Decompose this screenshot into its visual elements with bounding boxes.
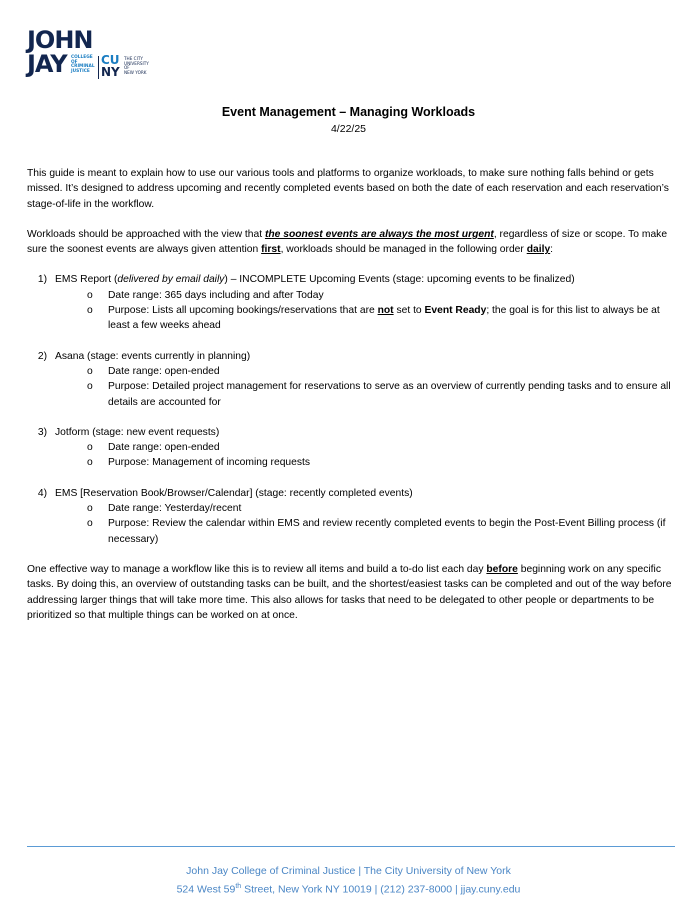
document-date: 4/22/25 [330, 123, 367, 135]
sub-item-date-range: o Date range: open-ended [27, 364, 675, 379]
sub-item-date-range: o Date range: 365 days including and after Today [27, 288, 675, 303]
workload-steps-list [27, 272, 675, 546]
footer-address: 524 West 59th Street, New York NY 10019 | (212) 237-8000 | jjay.cuny.edu [176, 883, 521, 896]
sub-item-date-range: o Date range: Yesterday/recent [27, 501, 675, 516]
john-jay-wordmark: JOHN JAY [27, 26, 93, 78]
emphasis-text: the soonest events are always the most urgent [264, 228, 494, 240]
intro-paragraph: This guide is meant to explain how to use our various tools and platforms to organize workloads, to make sure nothing falls behind or gets missed. It’s designed to address upcoming and recently completed events based on both the date of each reservation and each reservation’s stage-of-life in the workflow. [27, 168, 669, 210]
college-wordmark: COLLEGE OF CRIMINAL JUSTICE [71, 55, 95, 74]
bullet-icon: o [87, 289, 93, 301]
list-item: 3) Jotform (stage: new event requests) [37, 426, 220, 438]
bullet-icon: o [87, 381, 93, 393]
footer-institution: John Jay College of Criminal Justice | The City University of New York [186, 865, 511, 877]
cuny-wordmark: CU NY [101, 53, 120, 79]
john-jay-cuny-logo [27, 28, 162, 82]
sub-item-date-range: o Date range: open-ended [27, 440, 675, 455]
bullet-icon: o [87, 503, 93, 515]
sub-item-purpose: o Purpose: Management of incoming requests [27, 455, 675, 470]
bullet-icon: o [87, 457, 93, 469]
sub-item-purpose: o Purpose: Lists all upcoming bookings/reservations that are not set to Event Ready; the goal is for this list to always be at least a few weeks ahead [87, 305, 660, 332]
footer-divider [27, 846, 675, 847]
approach-paragraph: Workloads should be approached with the view that the soonest events are always the most urgent, regardless of size or scope. To make sure the soonest events are always given attention first, workloads should be managed in the following order daily: [27, 228, 668, 256]
document-title: Event Management – Managing Workloads [221, 105, 476, 119]
page-footer [0, 863, 697, 898]
list-item: 2) Asana (stage: events currently in planning) [37, 350, 251, 362]
closing-paragraph: One effective way to manage a workflow like this is to review all items and build a to-do list each day before beginning work on any specific tasks. By doing this, an overview of outstanding tasks can be built, and the shortest/easiest tasks can be completed and out of the way before addressing larger things that will take more time. This also allows for tasks that need to be delegated to other people or departments to be prioritized so that multiple things can be worked on at once. [27, 563, 672, 621]
list-item: 1) EMS Report (delivered by email daily) – INCOMPLETE Upcoming Events (stage: upcoming events to be finalized) [37, 274, 575, 286]
bullet-icon: o [87, 442, 93, 454]
logo-divider [98, 56, 99, 79]
bullet-icon: o [87, 305, 93, 317]
bullet-icon: o [87, 365, 93, 377]
sub-item-purpose: o Purpose: Review the calendar within EMS and review recently completed events to begin the Post-Event Billing process (if necessary) [87, 518, 666, 545]
bullet-icon: o [87, 518, 93, 530]
document-body [27, 166, 675, 638]
list-item: 4) EMS [Reservation Book/Browser/Calendar] (stage: recently completed events) [37, 487, 413, 499]
cuny-name: THE CITY UNIVERSITY OF NEW YORK [124, 56, 149, 75]
first-text: first [261, 244, 281, 256]
daily-text: daily [526, 244, 551, 256]
sub-item-purpose: o Purpose: Detailed project management for reservations to serve as an overview of currently pending tasks and to ensure all details are accounted for [87, 381, 671, 408]
before-text: before [486, 563, 518, 575]
